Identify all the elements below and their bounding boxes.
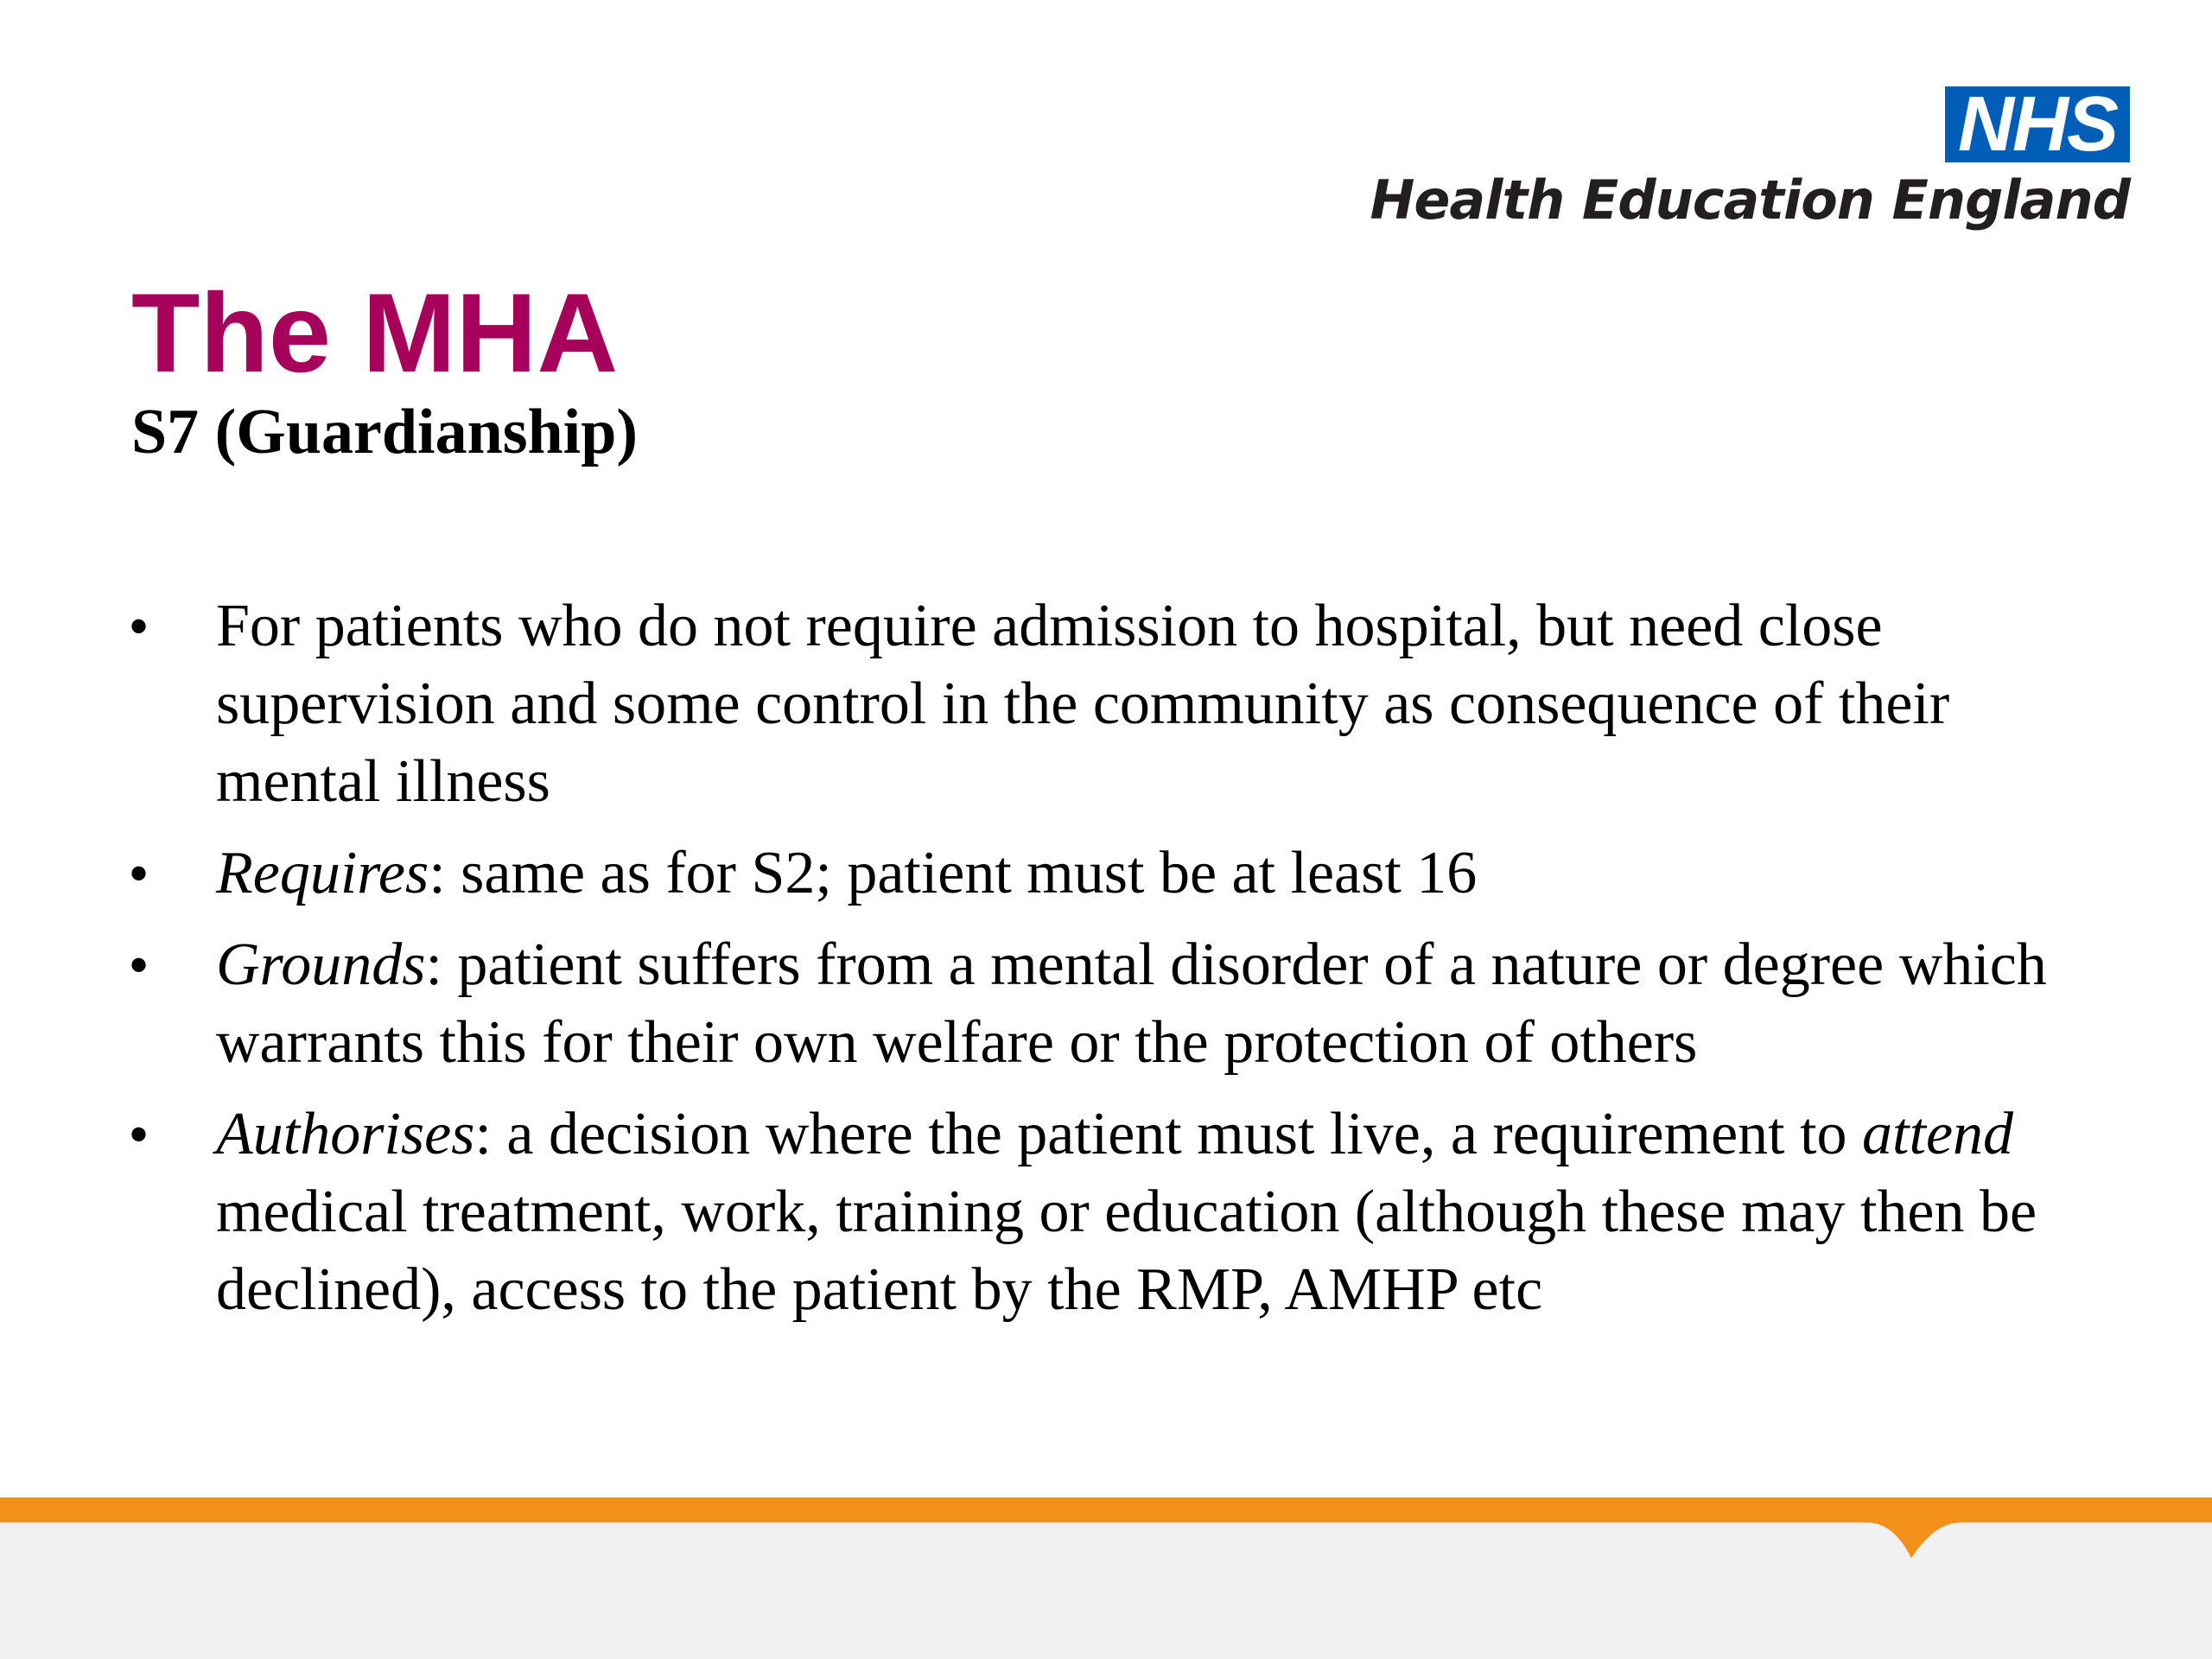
- nhs-badge: NHS: [1945, 86, 2130, 162]
- footer-grey-panel: [0, 1522, 2212, 1659]
- bullet-lead: Requires: [216, 840, 429, 906]
- bullet-icon: •: [130, 597, 149, 655]
- bullet-emphasis: attend: [1862, 1101, 2014, 1167]
- bullet-body: : patient suffers from a mental disorder of a nature or degree which warrants this for their own welfare or the protection of others: [216, 931, 2047, 1076]
- bullet-icon: •: [130, 844, 149, 902]
- bullet-item-scope: [130, 588, 2074, 821]
- bullet-icon: •: [130, 936, 149, 994]
- bullet-lead: Authorises: [216, 1101, 475, 1167]
- bullet-body-a: : a decision where the patient must live, a requirement to: [474, 1101, 1863, 1167]
- bullet-text: [216, 1101, 2037, 1323]
- bullet-list: [130, 588, 2074, 1343]
- bullet-item-grounds: [130, 926, 2074, 1082]
- footer-band: [0, 1495, 2212, 1659]
- nhs-hee-logo: [1283, 81, 2130, 242]
- slide-subtitle: S7 (Guardianship): [131, 397, 639, 467]
- bullet-lead: Grounds: [216, 931, 426, 998]
- bullet-text: For patients who do not require admission to hospital, but need close supervision and some control in the community as consequence of their mental illness: [216, 593, 1950, 815]
- bullet-text: [216, 840, 1477, 906]
- bullet-item-requires: [130, 835, 2074, 912]
- bullet-text: [216, 931, 2047, 1076]
- bullet-body: : same as for S2; patient must be at least 16: [429, 840, 1478, 906]
- bullet-item-authorises: [130, 1096, 2074, 1329]
- organisation-name: Health Education England: [1370, 168, 2130, 232]
- bullet-body-b: medical treatment, work, training or education (although these may then be declined), access to the patient by the RMP, AMHP etc: [216, 1179, 2037, 1323]
- bullet-icon: •: [130, 1105, 149, 1163]
- slide-title: The MHA: [131, 270, 619, 396]
